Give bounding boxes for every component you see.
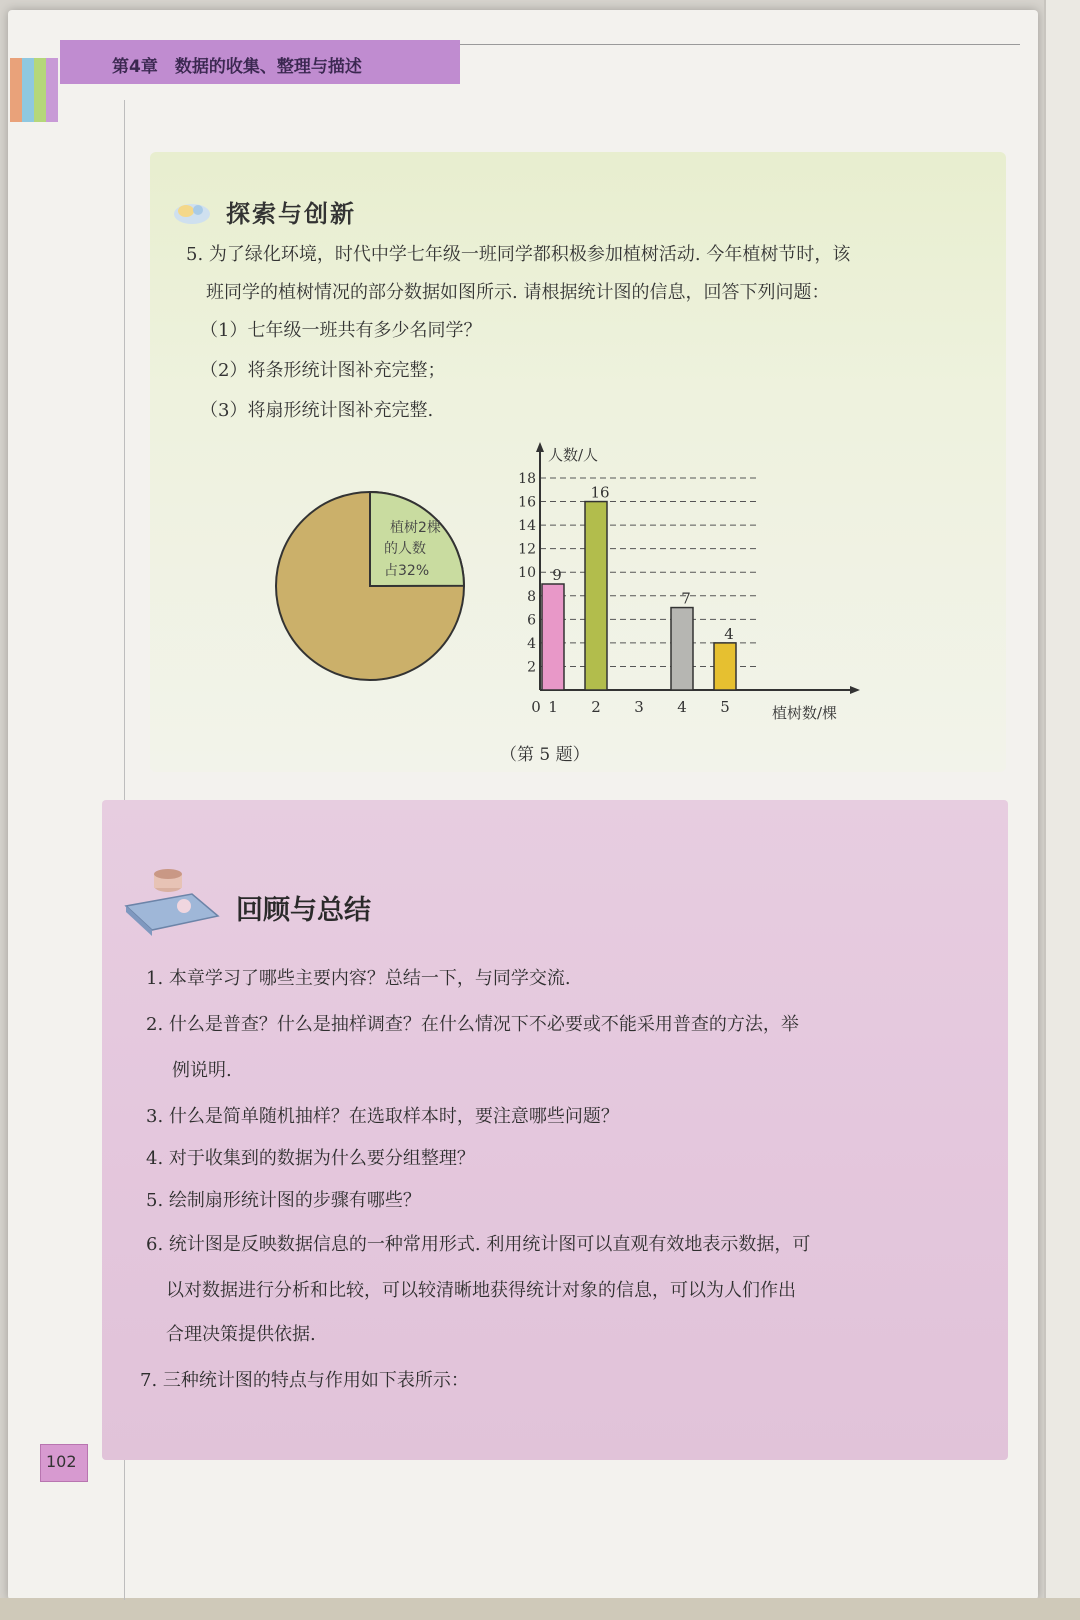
review-item: 7. 三种统计图的特点与作用如下表所示： — [140, 1370, 469, 1391]
review-item: 3. 什么是简单随机抽样？在选取样本时，要注意哪些问题？ — [146, 1106, 619, 1127]
y-tick-label: 18 — [518, 471, 536, 487]
header-rule — [460, 44, 1020, 45]
question-part-3: （3）将扇形统计图补充完整. — [200, 400, 434, 421]
review-item: 4. 对于收集到的数据为什么要分组整理？ — [146, 1148, 475, 1169]
bar-value-label: 4 — [724, 624, 734, 643]
review-item: 1. 本章学习了哪些主要内容？总结一下，与同学交流. — [146, 968, 571, 989]
review-item: 例说明. — [172, 1060, 232, 1081]
bar-5 — [714, 643, 736, 690]
bar-value-label: 16 — [590, 483, 610, 502]
question-line: 5. 为了绿化环境，时代中学七年级一班同学都积极参加植树活动. 今年植树节时，该 — [186, 244, 851, 265]
x-tick-label: 0 — [531, 698, 541, 716]
review-item: 6. 统计图是反映数据信息的一种常用形式. 利用统计图可以直观有效地表示数据，可 — [146, 1234, 811, 1255]
y-tick-label: 6 — [527, 612, 536, 629]
review-item: 5. 绘制扇形统计图的步骤有哪些？ — [146, 1190, 421, 1211]
review-item: 2. 什么是普查？什么是抽样调查？在什么情况下不必要或不能采用普查的方法，举 — [146, 1014, 799, 1035]
y-axis-label: 人数/人 — [548, 446, 599, 464]
figure-caption: （第 5 题） — [500, 745, 590, 765]
pie-label: 占32% — [384, 563, 430, 579]
question-line: 班同学的植树情况的部分数据如图所示. 请根据统计图的信息，回答下列问题： — [206, 282, 830, 303]
chapter-title: 第4章 数据的收集、整理与描述 — [112, 57, 362, 77]
x-tick-label: 2 — [591, 698, 601, 716]
y-axis-arrow — [536, 442, 544, 452]
book-cup-icon — [122, 860, 222, 938]
bar-1 — [542, 584, 564, 690]
y-tick-label: 10 — [518, 565, 536, 582]
bar-value-label: 9 — [552, 566, 562, 584]
page-number: 102 — [46, 1452, 77, 1471]
pie-label: 的人数 — [384, 541, 426, 557]
pie-chart — [272, 488, 468, 684]
x-tick-label: 5 — [720, 698, 730, 716]
question-part-1: （1）七年级一班共有多少名同学？ — [200, 320, 482, 341]
x-tick-label: 1 — [548, 698, 558, 716]
bar-2 — [585, 502, 607, 690]
explore-icon — [172, 198, 212, 226]
x-axis-arrow — [850, 686, 860, 694]
bar-4 — [671, 608, 693, 690]
review-item: 合理决策提供依据. — [166, 1324, 316, 1345]
facing-page-edge — [1044, 0, 1080, 1620]
y-tick-label: 2 — [527, 659, 536, 676]
pie-label: 植树2棵 — [390, 520, 441, 536]
table-surface — [0, 1598, 1080, 1620]
y-tick-label: 16 — [518, 494, 536, 511]
y-tick-label: 8 — [527, 588, 536, 605]
bar-chart — [510, 440, 890, 740]
review-title: 回顾与总结 — [236, 895, 371, 926]
x-axis-label: 植树数/棵 — [772, 704, 838, 722]
bar-value-label: 7 — [681, 589, 691, 608]
y-tick-label: 4 — [527, 635, 536, 652]
y-tick-label: 14 — [518, 518, 536, 535]
y-tick-label: 12 — [518, 541, 536, 558]
question-part-2: （2）将条形统计图补充完整； — [200, 360, 446, 381]
explore-title: 探索与创新 — [226, 199, 356, 228]
review-item: 以对数据进行分析和比较，可以较清晰地获得统计对象的信息，可以为人们作出 — [166, 1280, 796, 1301]
x-tick-label: 4 — [677, 698, 687, 716]
page-edge-tabs — [10, 58, 66, 128]
x-tick-label: 3 — [634, 698, 644, 716]
